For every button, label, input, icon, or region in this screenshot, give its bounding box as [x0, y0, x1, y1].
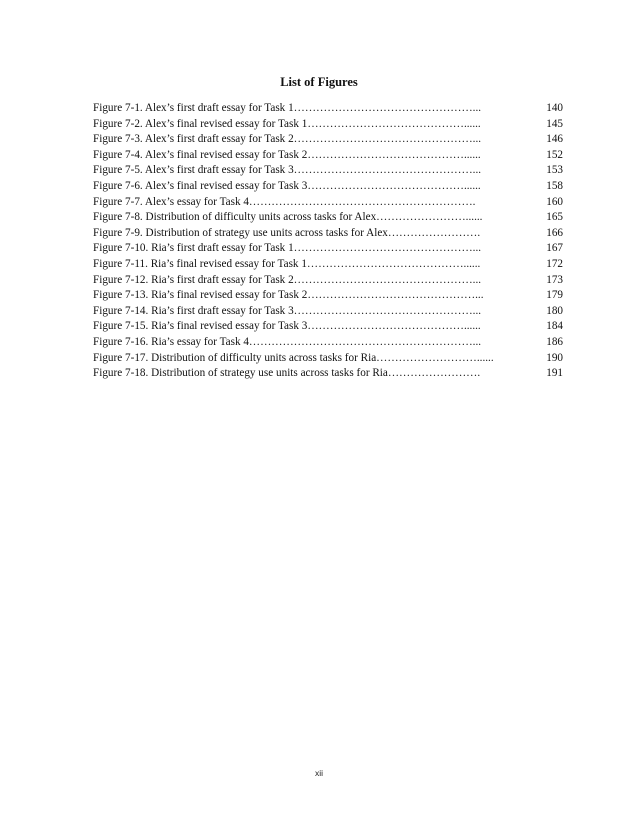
- figure-entry-page: 186: [546, 335, 563, 348]
- figure-entry-page: 153: [546, 164, 563, 177]
- figure-entry-title: Figure 7-18. Distribution of strategy use units across tasks for Ria…………………….: [93, 367, 481, 380]
- figure-entry-title: Figure 7-8. Distribution of difficulty units across tasks for Alex……………………......: [93, 211, 483, 224]
- figure-entry-page: 146: [546, 133, 563, 146]
- figure-entry-title: Figure 7-13. Ria’s final revised essay for Task 2………………………………………...: [93, 289, 484, 302]
- figure-entry-title: Figure 7-2. Alex’s final revised essay for Task 1……………………………………......: [93, 117, 481, 130]
- figure-entry-page: 172: [546, 257, 563, 270]
- figure-entry-title: Figure 7-16. Ria’s essay for Task 4……………………………………………………...: [93, 335, 482, 348]
- figure-entry-title: Figure 7-9. Distribution of strategy use units across tasks for Alex…………………….: [93, 226, 481, 239]
- figure-entry: [93, 163, 563, 179]
- figure-entry-title: Figure 7-12. Ria’s first draft essay for Task 2…………………………………………...: [93, 273, 482, 286]
- figure-entry: [93, 304, 563, 320]
- figure-entry: [93, 179, 563, 195]
- page-title: List of Figures: [280, 75, 358, 89]
- figure-entry-page: 165: [546, 211, 563, 224]
- figure-entry-page: 140: [546, 102, 563, 114]
- figure-entry: [93, 288, 563, 304]
- figure-entry-page: 145: [546, 117, 563, 130]
- figure-entry-page: 190: [546, 351, 563, 364]
- figure-entry: [93, 366, 563, 382]
- figure-entry: [93, 319, 563, 335]
- figure-entry-page: 166: [546, 226, 563, 239]
- figure-entry: [93, 257, 563, 273]
- figure-entry-page: 167: [546, 242, 563, 255]
- figure-entry-title: Figure 7-14. Ria’s first draft essay for Task 3…………………………………………...: [93, 304, 482, 317]
- figure-entry-title: Figure 7-3. Alex’s first draft essay for Task 2…………………………………………...: [93, 133, 482, 146]
- figure-entry-page: 179: [546, 289, 563, 302]
- figure-entry: [93, 273, 563, 289]
- figure-entry: [93, 117, 563, 133]
- figure-entry-title: Figure 7-1. Alex’s first draft essay for Task 1…………………………………………...: [93, 102, 482, 114]
- page-number-footer: xii: [314, 768, 324, 778]
- figure-entry: [93, 101, 563, 117]
- figure-entry: [93, 195, 563, 211]
- figure-entry: [93, 132, 563, 148]
- figure-entry-page: 160: [546, 195, 563, 208]
- figure-entry-title: Figure 7-6. Alex’s final revised essay for Task 3……………………………………......: [93, 179, 481, 192]
- figure-entry-page: 180: [546, 304, 563, 317]
- figure-entry: [93, 210, 563, 226]
- list-of-figures: [93, 101, 563, 382]
- figure-entry: [93, 241, 563, 257]
- figure-entry-title: Figure 7-17. Distribution of difficulty units across tasks for Ria………………………......: [93, 351, 494, 364]
- figure-entry-title: Figure 7-10. Ria’s first draft essay for Task 1…………………………………………...: [93, 242, 482, 255]
- figure-entry-page: 191: [546, 367, 563, 380]
- figure-entry: [93, 148, 563, 164]
- figure-entry: [93, 351, 563, 367]
- figure-entry-title: Figure 7-5. Alex’s first draft essay for Task 3…………………………………………...: [93, 164, 482, 177]
- figure-entry: [93, 335, 563, 351]
- figure-entry-page: 158: [546, 179, 563, 192]
- figure-entry-title: Figure 7-11. Ria’s final revised essay for Task 1……………………………………......: [93, 257, 481, 270]
- figure-entry: [93, 226, 563, 242]
- figure-entry-page: 152: [546, 148, 563, 161]
- figure-entry-title: Figure 7-4. Alex’s final revised essay for Task 2……………………………………......: [93, 148, 481, 161]
- figure-entry-page: 184: [546, 320, 563, 333]
- figure-entry-page: 173: [546, 273, 563, 286]
- figure-entry-title: Figure 7-7. Alex’s essay for Task 4…………………………………………………….: [93, 195, 476, 208]
- figure-entry-title: Figure 7-15. Ria’s final revised essay for Task 3……………………………………......: [93, 320, 481, 333]
